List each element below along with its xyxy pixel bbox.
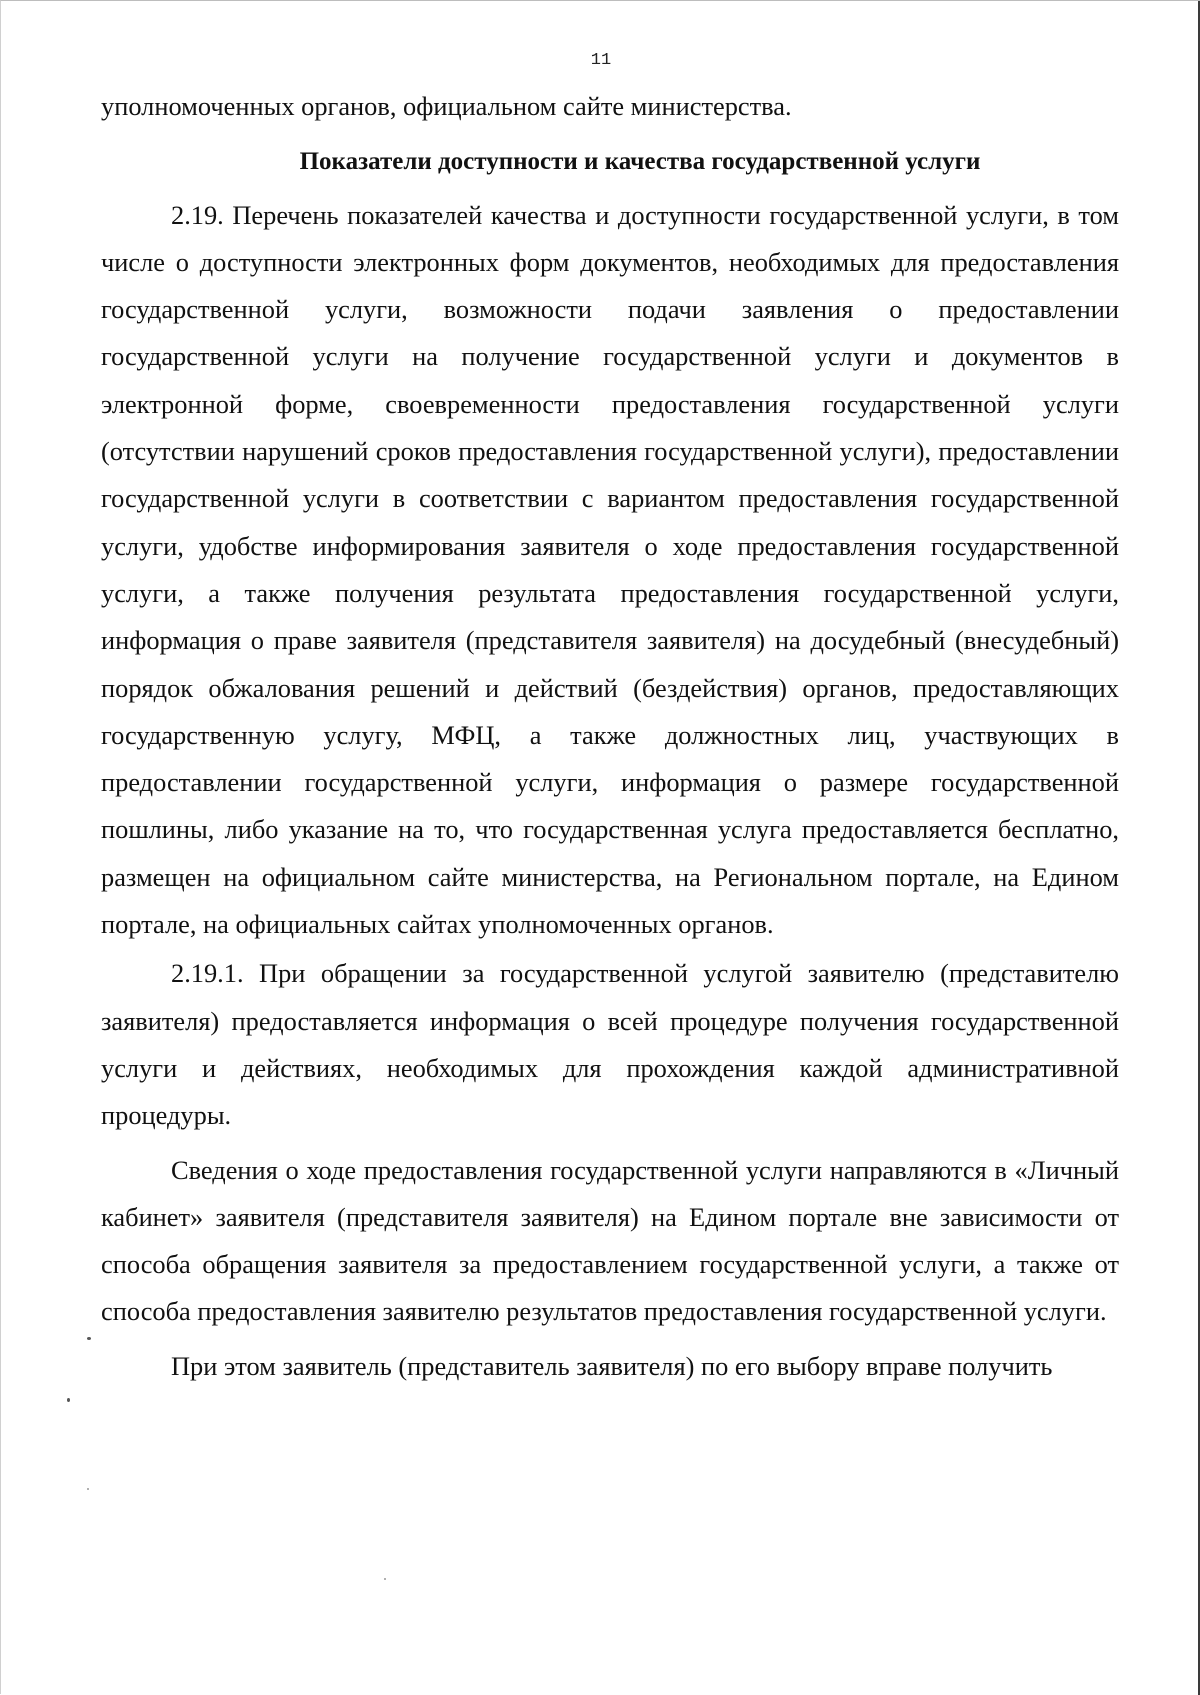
section-heading: Показатели доступности и качества государственной услуги	[299, 148, 981, 176]
paragraph-2-19-1: 2.19.1. При обращении за государственной услугой заявителю (представителю заявителя) предоставляется информация о всей процедуре получения государственной услуги и действиях, необходимых для прохождения каждой административной процедуры.	[101, 958, 1119, 1131]
document-body	[101, 83, 1119, 1390]
scan-speck	[384, 1578, 386, 1580]
continuation-line: уполномоченных органов, официальном сайте министерства.	[101, 91, 792, 121]
paragraph-status-info: Сведения о ходе предоставления государственной услуги направляются в «Личный кабинет» заявителя (представителя заявителя) на Едином портале вне зависимости от способа обращения заявителя за предоставлением государственной услуги, а также от способа предоставления заявителю результатов предоставления государственной услуги.	[101, 1154, 1119, 1327]
page-number: 11	[590, 51, 612, 70]
scan-speck	[67, 1398, 70, 1402]
paragraph-2-19: 2.19. Перечень показателей качества и доступности государственной услуги, в том числе о доступности электронных форм документов, необходимых для предоставления государственной услуги, возможности подачи заявления о предоставлении государственной услуги на получение государственной услуги и документов в электронной форме, своевременности предоставления государственной услуги (отсутствии нарушений сроков предоставления государственной услуги), предоставлении государственной услуги в соответствии с вариантом предоставления государственной услуги, удобстве информирования заявителя о ходе предоставления государственной услуги, а также получения результата предоставления государственной услуги, информация о праве заявителя (представителя заявителя) на досудебный (внесудебный) порядок обжалования решений и действий (бездействия) органов, предоставляющих государственную услугу, МФЦ, а также должностных лиц, участвующих в предоставлении государственной услуги, информация о размере государственной пошлины, либо указание на то, что государственная услуга предоставляется бесплатно, размещен на официальном сайте министерства, на Региональном портале, на Едином портале, на официальных сайтах уполномоченных органов.	[101, 199, 1119, 940]
scan-speck	[87, 1488, 89, 1490]
paragraph-applicant-choice: При этом заявитель (представитель заявителя) по его выбору вправе получить	[171, 1350, 1053, 1381]
scan-speck	[87, 1337, 91, 1340]
